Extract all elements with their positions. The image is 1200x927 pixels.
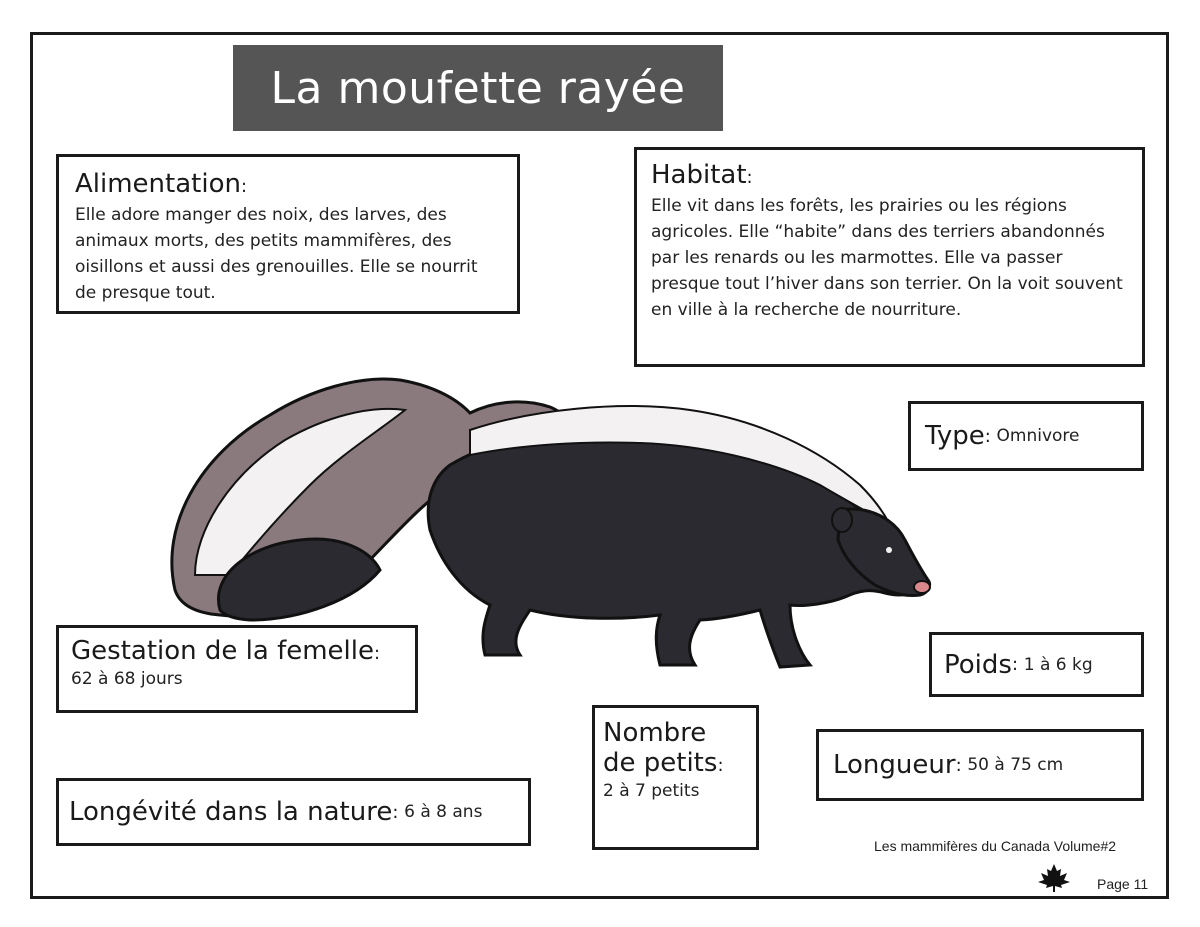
gestation-box: Gestation de la femelle: 62 à 68 jours <box>56 625 418 713</box>
longueur-box: Longueur : 50 à 75 cm <box>816 729 1144 801</box>
petits-label-line2: de petits <box>603 748 718 778</box>
longevite-label: Longévité dans la nature <box>69 797 393 827</box>
habitat-text: Elle vit dans les forêts, les prairies ou les régions agricoles. Elle “habite” dans des terriers abandonnés par les renards ou les marmottes. Elle va passer presque tout l’hiver dans son terrier. On la voit souvent en ville à la recherche de nourriture. <box>651 196 1123 320</box>
habitat-label: Habitat <box>651 160 747 190</box>
title-text: La moufette rayée <box>270 62 686 114</box>
poids-label: Poids <box>944 649 1012 680</box>
maple-leaf-icon <box>1037 863 1071 893</box>
petits-box: Nombre de petits: 2 à 7 petits <box>592 705 759 850</box>
gestation-label: Gestation de la femelle <box>71 636 374 666</box>
alimentation-box: Alimentation: Elle adore manger des noix, des larves, des animaux morts, des petits mammifères, des oisillons et aussi des grenouilles. Elle se nourrit de presque tout. <box>56 154 520 314</box>
skunk-ear <box>832 508 852 532</box>
skunk-eye <box>886 547 892 553</box>
poids-value: 1 à 6 kg <box>1023 654 1093 675</box>
poids-box: Poids : 1 à 6 kg <box>929 632 1144 697</box>
gestation-value: 62 à 68 jours <box>71 669 183 689</box>
longevite-value: 6 à 8 ans <box>404 802 483 822</box>
longevite-box: Longévité dans la nature : 6 à 8 ans <box>56 778 531 846</box>
habitat-box: Habitat: Elle vit dans les forêts, les prairies ou les régions agricoles. Elle “habite” dans des terriers abandonnés par les renards ou les marmottes. Elle va passer presque tout l’hiver dans son terrier. On la voit souvent en ville à la recherche de nourriture. <box>634 147 1145 367</box>
alimentation-text: Elle adore manger des noix, des larves, des animaux morts, des petits mammifères, des oisillons et aussi des grenouilles. Elle se nourrit de presque tout. <box>75 205 478 303</box>
petits-label-line1: Nombre <box>603 718 707 748</box>
footer-page: Page 11 <box>1097 876 1149 892</box>
type-label: Type <box>925 421 985 451</box>
page-title <box>233 45 723 131</box>
skunk-nose <box>914 581 930 593</box>
type-box: Type : Omnivore <box>908 401 1144 471</box>
type-value: Omnivore <box>996 426 1080 446</box>
petits-value: 2 à 7 petits <box>603 781 700 801</box>
footer-series: Les mammifères du Canada Volume#2 <box>874 838 1117 854</box>
longueur-label: Longueur <box>833 750 956 780</box>
alimentation-label: Alimentation <box>75 169 241 199</box>
longueur-value: 50 à 75 cm <box>967 755 1064 775</box>
